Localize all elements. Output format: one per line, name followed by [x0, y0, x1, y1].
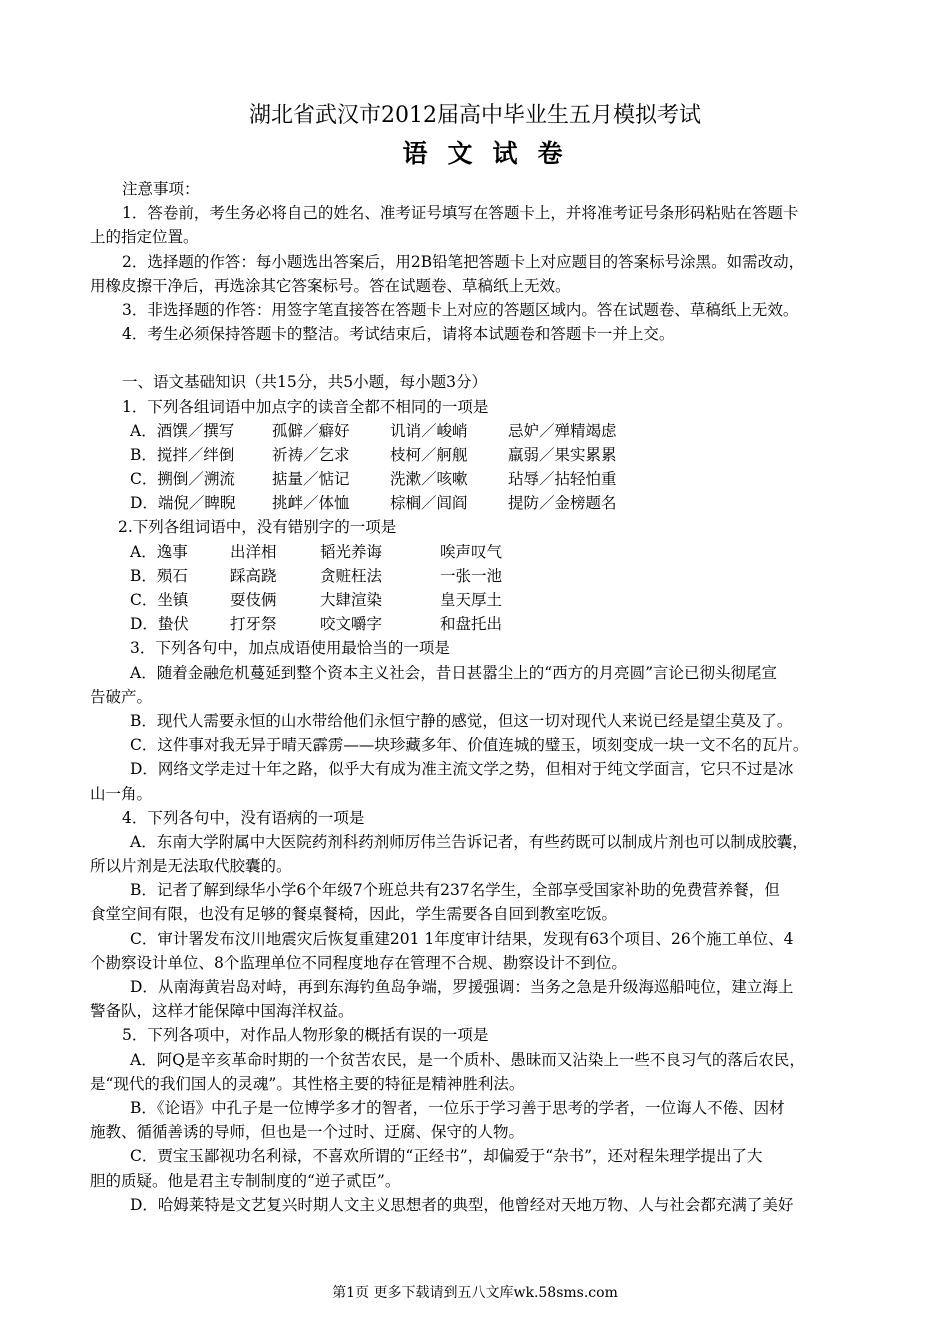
section-heading: 一、语文基础知识（共15分，共5小题，每小题3分） [122, 373, 487, 392]
q2-c-word-3: 大肆渲染 [320, 591, 383, 609]
q5-option-b-line-2: 施教、循循善诱的导师，但也是一个过时、迂腐、保守的人物。 [90, 1123, 525, 1142]
q1-a-word-2: 孤僻／癖好 [272, 421, 350, 440]
q1-d-word-3: 棕榈／闾阎 [390, 494, 468, 513]
q2-a-word-4: 唉声叹气 [440, 542, 503, 561]
exam-subtitle: 语文试卷 [402, 139, 583, 168]
exam-title: 湖北省武汉市2012届高中毕业生五月模拟考试 [249, 103, 701, 128]
q2-c-word-4: 皇天厚土 [440, 591, 503, 609]
q1-d-word-2: 挑衅／体恤 [272, 494, 350, 513]
q2-a-word-2: 出洋相 [230, 542, 277, 561]
q2-b-word-4: 一张一池 [440, 566, 503, 585]
q2-stem: 2.下列各组词语中，没有错别字的一项是 [118, 518, 397, 537]
q5-option-a-line-1: A．阿Q是辛亥革命时期的一个贫苦农民，是一个质朴、愚昧而又沾染上一些不良习气的落后农民， [130, 1050, 805, 1069]
notice-4: 4．考生必须保持答题卡的整洁。考试结束后，请将本试题卷和答题卡一并上交。 [122, 325, 675, 344]
q1-a-word-1: A．酒馔／撰写 [130, 421, 235, 440]
q1-c-word-1: C．搠倒／溯流 [130, 470, 235, 489]
q3-option-d-line-1: D．网络文学走过十年之路，似乎大有成为准主流文学之势，但相对于纯文学面言，它只不过是冰 [130, 760, 794, 779]
q5-option-c-line-1: C．贾宝玉鄙视功名利禄，不喜欢所谓的“正经书”，却偏爱于“杂书”，还对程朱理学提出了大 [130, 1147, 763, 1166]
q2-b-word-2: 踩高跷 [230, 566, 277, 585]
q1-b-word-2: 祈祷／乞求 [272, 445, 350, 464]
q3-option-a-line-2: 告破产。 [90, 687, 153, 706]
q2-c-word-2: 耍伎俩 [230, 591, 277, 609]
q2-b-word-1: B．殒石 [130, 566, 188, 585]
q2-d-word-3: 咬文嚼字 [320, 615, 383, 634]
q3-option-d-line-2: 山一角。 [90, 784, 153, 803]
q4-option-b-line-1: B．记者了解到绿华小学6个年级7个班总共有237名学生，全部享受国家补助的免费营养餐，但 [130, 881, 780, 900]
q1-c-word-3: 洗漱／咳嗽 [390, 470, 468, 489]
q5-option-b-line-1: B．《论语》中孔子是一位博学多才的智者，一位乐于学习善于思考的学者，一位诲人不倦、因材 [130, 1098, 785, 1117]
notice-heading: 注意事项： [122, 180, 200, 198]
q4-option-a-line-2: 所以片剂是无法取代胶囊的。 [90, 857, 292, 876]
q4-stem: 4．下列各句中，没有语病的一项是 [122, 808, 365, 827]
notice-2-line-1: 2．选择题的作答：每小题选出答案后，用2B铅笔把答题卡上对应题目的答案标号涂黑。如需改动， [122, 252, 805, 271]
q1-option-d [90, 491, 865, 515]
q2-option-a [90, 540, 865, 564]
q4-option-c-line-1: C．审计署发布汶川地震灾后恢复重建201 1年度审计结果，发现有63个项目、26个施工单位、4 [130, 929, 794, 948]
q1-a-word-3: 讥诮／峻峭 [390, 421, 468, 440]
q2-c-word-1: C．坐镇 [130, 591, 189, 609]
q1-b-word-4: 羸弱／果实累累 [508, 445, 617, 464]
notice-1-line-2: 上的指定位置。 [90, 228, 199, 247]
q3-option-b: B．现代人需要永恒的山水带给他们永恒宁静的感觉，但这一切对现代人来说已经是望尘莫及了。 [130, 711, 793, 730]
q1-option-c [90, 467, 865, 491]
q4-option-b-line-2: 食堂空间有限，也没有足够的餐桌餐椅，因此，学生需要各自回到教室吃饭。 [90, 905, 618, 924]
q3-stem: 3．下列各句中，加点成语使用最恰当的一项是 [130, 639, 450, 658]
q2-d-word-2: 打牙祭 [230, 615, 277, 634]
q1-c-word-4: 玷辱／拈轻怕重 [508, 470, 617, 489]
q4-option-a-line-1: A．东南大学附属中大医院药剂科药剂师厉伟兰告诉记者，有些药既可以制成片剂也可以制成胶囊， [130, 832, 808, 851]
q1-c-word-2: 掂量／惦记 [272, 470, 350, 489]
q2-option-c [90, 588, 865, 612]
q1-option-b [90, 443, 865, 467]
q1-b-word-1: B．搅拌／绊倒 [130, 445, 235, 464]
notice-3: 3．非选择题的作答：用签字笔直接答在答题卡上对应的答题区域内。答在试题卷、草稿纸上无效。 [122, 300, 799, 319]
q2-d-word-1: D．蛰伏 [130, 615, 189, 634]
notice-1-line-1: 1．答卷前，考生务必将自己的姓名、准考证号填写在答题卡上，并将准考证号条形码粘贴在答题卡 [122, 204, 799, 223]
q3-option-c: C．这件事对我无异于晴天霹雳——块珍藏多年、价值连城的璧玉，顷刻变成一块一文不名的瓦片。 [130, 736, 809, 755]
q4-option-d-line-1: D．从南海黄岩岛对峙，再到东海钓鱼岛争端，罗援强调：当务之急是升级海巡船吨位，建立海上 [130, 978, 794, 996]
q1-stem: 1．下列各组词语中加点字的读音全都不相同的一项是 [122, 397, 489, 416]
exam-content [90, 177, 865, 1217]
q5-option-c-line-2: 胆的质疑。他是君主专制制度的“逆子贰臣”。 [90, 1171, 401, 1190]
q1-b-word-3: 枝柯／舸舰 [390, 445, 468, 464]
q1-d-word-1: D．端倪／睥睨 [130, 494, 236, 513]
q1-option-a [90, 419, 865, 443]
q2-option-d [90, 612, 865, 636]
q2-a-word-3: 韬光养诲 [320, 542, 383, 561]
q5-stem: 5．下列各项中，对作品人物形象的概括有误的一项是 [122, 1026, 489, 1045]
q3-option-a-line-1: A．随着金融危机蔓延到整个资本主义社会，昔日甚嚣尘上的“西方的月亮圆”言论已彻头彻尾宣 [130, 663, 778, 682]
q2-b-word-3: 贪赃枉法 [320, 566, 383, 585]
q1-a-word-4: 忌妒／殚精竭虑 [508, 421, 617, 440]
q5-option-a-line-2: 是“现代的我们国人的灵魂”。其性格主要的特征是精神胜利法。 [90, 1074, 525, 1093]
q2-option-b [90, 564, 865, 588]
q1-d-word-4: 提防／金榜题名 [508, 494, 617, 513]
q2-a-word-1: A．逸事 [130, 542, 188, 561]
q5-option-d-line-1: D．哈姆莱特是文艺复兴时期人文主义思想者的典型，他曾经对天地万物、人与社会都充满了美好 [130, 1195, 794, 1214]
q4-option-d-line-2: 警备队，这样才能保障中国海洋权益。 [90, 1002, 354, 1021]
spacer [90, 346, 865, 370]
page-footer: 第1页 更多下载请到五八文库wk.58sms.com [332, 1285, 618, 1301]
notice-2-line-2: 用橡皮擦干净后，再选涂其它答案标号。答在试题卷、草稿纸上无效。 [90, 276, 571, 295]
q4-option-c-line-2: 个勘察设计单位、8个监理单位不同程度地存在管理不合规、勘察设计不到位。 [90, 953, 627, 972]
q2-d-word-4: 和盘托出 [440, 615, 503, 634]
